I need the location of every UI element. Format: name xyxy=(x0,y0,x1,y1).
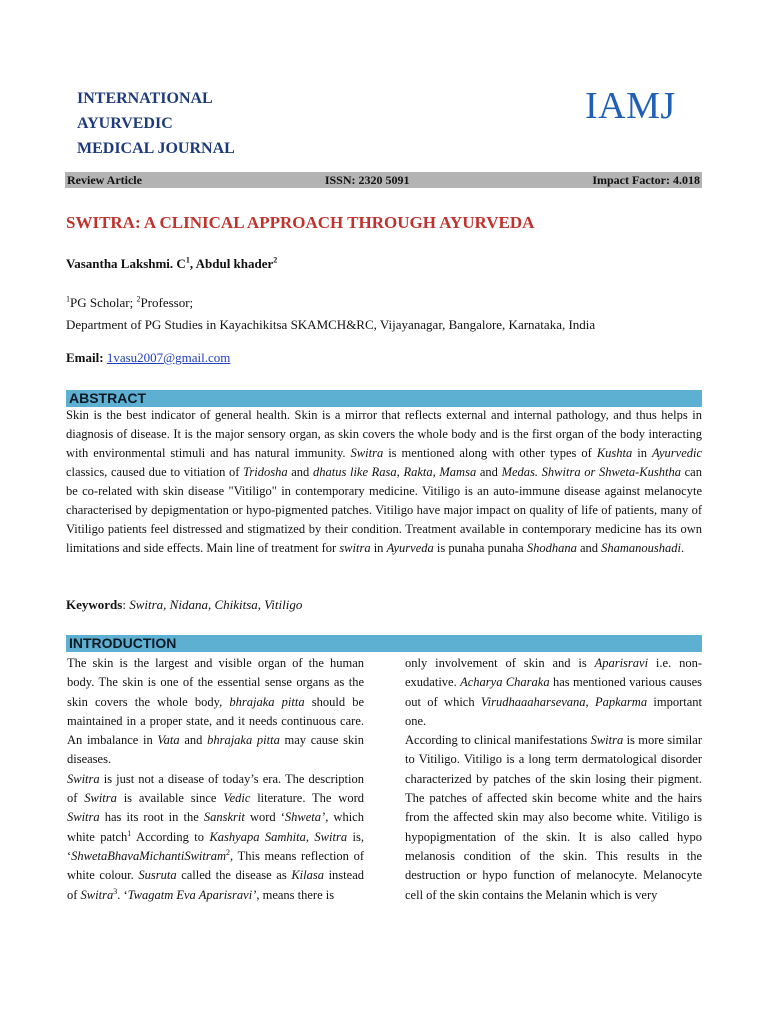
italic-term: Vedic xyxy=(223,791,251,806)
italic-term: Vata xyxy=(157,733,180,748)
reference-mark: 3 xyxy=(113,886,118,896)
affiliation-mark: 1 xyxy=(66,294,70,304)
author-name: Abdul khader xyxy=(195,256,274,271)
text-run: is, ‘ xyxy=(67,829,365,863)
author-separator: , xyxy=(189,256,196,271)
paragraph xyxy=(67,770,364,905)
italic-term: Switra xyxy=(67,771,100,786)
text-run: is more similar to Vitiligo. Vitiligo is a long term dermatological disorder characterized by patches of the skin losing their pigment. The patches of affected skin become white and the hairs from the affected skin may also become white. Vitiligo is hypopigmentation of the skin. It is also called hypo melanosis condition of the skin. This results in the destruction or hypo function of melanocyte. Melanocyte cell of the skin contains the Melanin which is very xyxy=(405,733,702,902)
text-run: Skin is the best indicator of general health. Skin is a mirror that reflects external and internal pathology, and thus helps in diagnosis of disease. It is the major sensory organ, as skin covers the whole body and is the first organ of the body interacting with environmental stimuli and has natural immunity. xyxy=(66,408,702,460)
keywords-value: Switra, Nidana, Chikitsa, Vitiligo xyxy=(129,597,303,612)
role: Professor; xyxy=(140,295,194,310)
italic-term: Susruta xyxy=(138,868,177,883)
italic-term: Switra xyxy=(84,791,117,806)
text-run: , This means reflection of white colour. xyxy=(67,848,364,883)
italic-term: Virudhaaaharsevana xyxy=(480,694,586,709)
journal-name xyxy=(77,86,235,161)
text-run: in xyxy=(370,541,387,555)
journal-logo: IAMJ xyxy=(585,85,676,127)
article-meta-bar xyxy=(65,172,702,188)
abstract-body xyxy=(66,406,702,558)
text-run: . xyxy=(681,541,685,555)
text-run: instead of xyxy=(67,868,364,902)
text-run: has mentioned various causes out of which xyxy=(405,675,702,709)
role: PG Scholar; xyxy=(70,295,137,310)
text-run: and xyxy=(576,541,602,555)
italic-term: Kilasa xyxy=(291,868,324,883)
italic-term: Switra xyxy=(67,810,100,825)
italic-term: Shweta’ xyxy=(284,810,326,825)
italic-term: Kushta xyxy=(596,446,633,460)
article-type: Review Article xyxy=(67,172,142,187)
article-title: SWITRA: A CLINICAL APPROACH THROUGH AYURVEDA xyxy=(66,213,535,232)
italic-term: Ayurvedic xyxy=(652,446,703,460)
journal-name-line: AYURVEDIC xyxy=(77,115,173,132)
intro-column-right xyxy=(405,654,702,905)
affiliation-mark: 2 xyxy=(136,294,141,304)
italic-term: bhrajaka pitta xyxy=(207,733,280,748)
paragraph xyxy=(405,731,702,905)
italic-term: Twagatm Eva Aparisravi’ xyxy=(127,887,257,902)
text-run: is available since xyxy=(116,791,224,806)
text-run: is punaha punaha xyxy=(433,541,527,555)
impact-factor: Impact Factor: 4.018 xyxy=(592,172,700,187)
text-run: According to clinical manifestations xyxy=(405,733,591,748)
paragraph xyxy=(405,654,702,731)
text-run: in xyxy=(632,446,653,460)
text-run: The skin is the largest and visible organ of the human body. The skin is one of the essential sense organs as the skin covers the whole body, xyxy=(67,656,364,709)
text-run: and xyxy=(179,733,208,748)
author-name: Vasantha Lakshmi. C xyxy=(66,256,186,271)
italic-term: Aparisravi xyxy=(594,656,649,670)
italic-term: Ayurveda xyxy=(386,541,434,555)
text-run: , xyxy=(585,694,595,709)
department: Department of PG Studies in Kayachikitsa SKAMCH&RC, Vijayanagar, Bangalore, Karnataka, India xyxy=(66,317,596,332)
author-list xyxy=(66,256,277,272)
intro-column-left xyxy=(67,654,364,905)
text-run: should be maintained in a proper state, and it needs continuous care. An imbalance in xyxy=(67,694,365,748)
introduction-heading: INTRODUCTION xyxy=(66,635,702,652)
text-run: and xyxy=(287,465,313,479)
italic-term: switra xyxy=(339,541,371,555)
text-run: word ‘ xyxy=(244,810,285,825)
text-run: . ‘ xyxy=(117,887,128,902)
keywords-separator: : xyxy=(122,597,130,612)
text-run: may cause skin diseases. xyxy=(67,733,364,767)
italic-term: ShwetaBhavaMichantiSwitram xyxy=(71,848,227,863)
italic-term: Shamanoushadi xyxy=(601,541,681,555)
italic-term: Acharya Charaka xyxy=(460,675,550,690)
italic-term: Medas. Shwitra or Shweta-Kushtha xyxy=(501,465,681,479)
italic-term: Switra xyxy=(80,887,114,902)
text-run: literature. The word xyxy=(250,791,364,806)
text-run: can be co-related with skin disease "Vitiligo" in contemporary medicine. Vitiligo is an auto-immune disease against melanocyte characterised by depigmentation or hypo-pigmented patches. Vitiligo have major impact on quality of life of patients, many of Vitiligo patients feel distressed and stigmatized by their condition. Treatment available in contemporary medicine has its own limitations and side effects. Main line of treatment for xyxy=(66,465,702,555)
text-run: and xyxy=(476,465,502,479)
email-label: Email: xyxy=(66,350,104,365)
italic-term: Papkarma xyxy=(595,694,648,709)
affiliation xyxy=(66,292,595,336)
paragraph xyxy=(67,654,364,770)
author-affiliation-mark: 2 xyxy=(273,255,278,265)
text-run: has its root in the xyxy=(99,810,204,825)
text-run: , which white patch xyxy=(67,810,364,844)
author-affiliation-mark: 1 xyxy=(185,255,190,265)
reference-mark: 1 xyxy=(127,828,132,838)
author-roles xyxy=(66,292,595,314)
text-run: classics, caused due to vitiation of xyxy=(66,465,244,479)
text-run: , means there is xyxy=(256,887,335,902)
text-run: called the disease as xyxy=(176,868,292,883)
italic-term: Sanskrit xyxy=(203,810,245,825)
reference-mark: 2 xyxy=(226,847,231,857)
email-link[interactable]: 1vasu2007@gmail.com xyxy=(106,350,231,365)
italic-term: Kashyapa Samhita, Switra xyxy=(209,829,348,844)
issn: ISSN: 2320 5091 xyxy=(324,172,410,187)
italic-term: Switra xyxy=(350,446,384,460)
italic-term: Shodhana xyxy=(526,541,577,555)
email-line xyxy=(66,350,230,366)
journal-name-line: MEDICAL JOURNAL xyxy=(77,140,235,157)
text-run: important one. xyxy=(405,694,703,728)
italic-term: dhatus like Rasa, Rakta, Mamsa xyxy=(312,465,477,479)
journal-name-line: INTERNATIONAL xyxy=(77,90,213,107)
text-run: is just not a disease of today’s era. The description of xyxy=(67,771,364,806)
italic-term: bhrajaka pitta xyxy=(229,694,305,709)
text-run: is mentioned along with other types of xyxy=(383,446,597,460)
text-run: only involvement of skin and is xyxy=(405,656,595,670)
text-run: According to xyxy=(131,829,210,844)
text-run: i.e. non-exudative. xyxy=(405,656,702,690)
keywords-line xyxy=(66,597,302,613)
italic-term: Switra xyxy=(590,733,624,748)
abstract-heading: ABSTRACT xyxy=(66,390,702,407)
italic-term: Tridosha xyxy=(243,465,288,479)
keywords-label: Keywords xyxy=(66,597,123,612)
